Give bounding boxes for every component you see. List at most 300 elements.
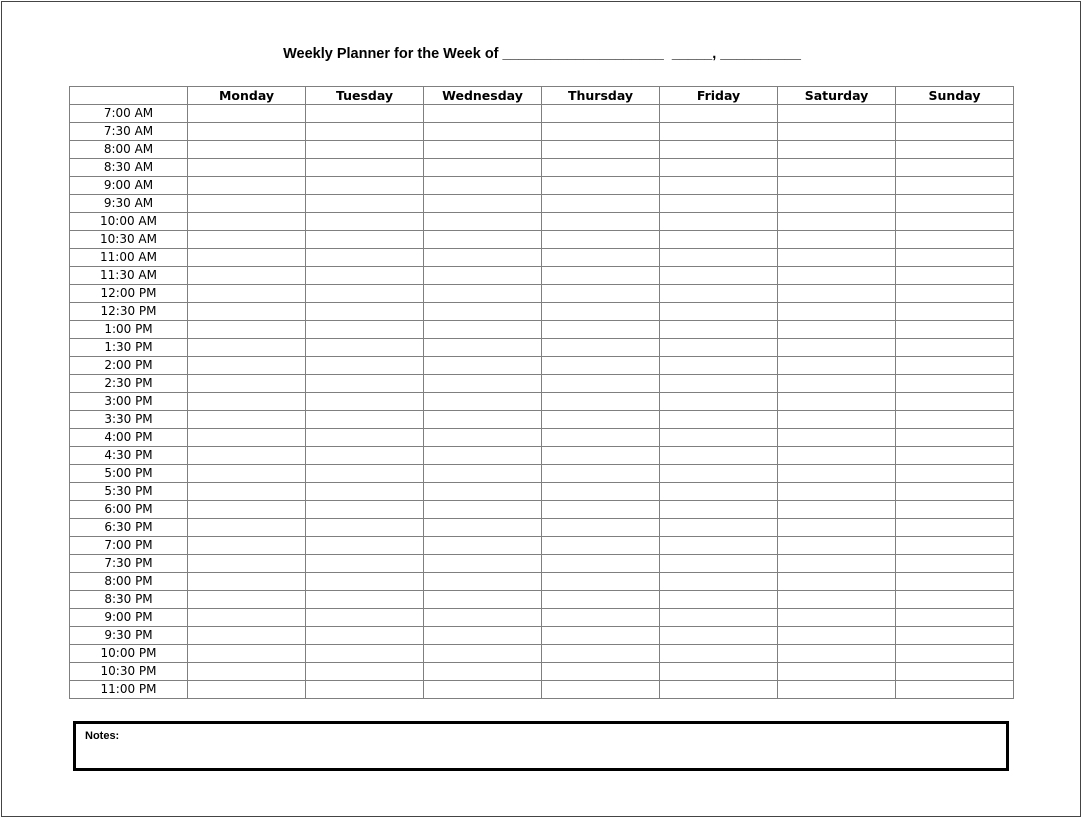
slot-cell-friday[interactable]	[660, 555, 778, 573]
slot-cell-sunday[interactable]	[896, 573, 1014, 591]
slot-cell-monday[interactable]	[188, 267, 306, 285]
slot-cell-friday[interactable]	[660, 303, 778, 321]
slot-cell-saturday[interactable]	[778, 249, 896, 267]
slot-cell-sunday[interactable]	[896, 195, 1014, 213]
slot-cell-monday[interactable]	[188, 627, 306, 645]
page-title: Weekly Planner for the Week of ____________________ _____, __________	[283, 46, 801, 62]
slot-cell-thursday[interactable]	[542, 591, 660, 609]
time-row	[70, 591, 1014, 609]
slot-cell-sunday[interactable]	[896, 303, 1014, 321]
slot-cell-thursday[interactable]	[542, 159, 660, 177]
time-row	[70, 375, 1014, 393]
slot-cell-wednesday[interactable]	[424, 537, 542, 555]
slot-cell-thursday[interactable]	[542, 123, 660, 141]
slot-cell-friday[interactable]	[660, 645, 778, 663]
slot-cell-saturday[interactable]	[778, 519, 896, 537]
slot-cell-thursday[interactable]	[542, 357, 660, 375]
slot-cell-friday[interactable]	[660, 267, 778, 285]
time-label: 8:30 AM	[70, 159, 188, 177]
slot-cell-friday[interactable]	[660, 663, 778, 681]
slot-cell-friday[interactable]	[660, 321, 778, 339]
slot-cell-saturday[interactable]	[778, 501, 896, 519]
slot-cell-saturday[interactable]	[778, 483, 896, 501]
time-label: 9:00 AM	[70, 177, 188, 195]
slot-cell-friday[interactable]	[660, 411, 778, 429]
slot-cell-thursday[interactable]	[542, 573, 660, 591]
slot-cell-saturday[interactable]	[778, 267, 896, 285]
slot-cell-thursday[interactable]	[542, 231, 660, 249]
slot-cell-thursday[interactable]	[542, 447, 660, 465]
slot-cell-sunday[interactable]	[896, 519, 1014, 537]
slot-cell-sunday[interactable]	[896, 123, 1014, 141]
slot-cell-friday[interactable]	[660, 141, 778, 159]
day-header-tuesday: Tuesday	[306, 87, 424, 105]
slot-cell-sunday[interactable]	[896, 465, 1014, 483]
time-row	[70, 159, 1014, 177]
slot-cell-monday[interactable]	[188, 195, 306, 213]
slot-cell-saturday[interactable]	[778, 645, 896, 663]
time-label: 1:00 PM	[70, 321, 188, 339]
slot-cell-saturday[interactable]	[778, 375, 896, 393]
slot-cell-monday[interactable]	[188, 177, 306, 195]
slot-cell-sunday[interactable]	[896, 375, 1014, 393]
slot-cell-saturday[interactable]	[778, 213, 896, 231]
time-row	[70, 249, 1014, 267]
slot-cell-monday[interactable]	[188, 213, 306, 231]
slot-cell-friday[interactable]	[660, 375, 778, 393]
time-label: 6:30 PM	[70, 519, 188, 537]
slot-cell-wednesday[interactable]	[424, 339, 542, 357]
time-label: 11:00 PM	[70, 681, 188, 699]
slot-cell-saturday[interactable]	[778, 429, 896, 447]
slot-cell-monday[interactable]	[188, 249, 306, 267]
time-label: 6:00 PM	[70, 501, 188, 519]
slot-cell-wednesday[interactable]	[424, 177, 542, 195]
slot-cell-sunday[interactable]	[896, 681, 1014, 699]
slot-cell-friday[interactable]	[660, 483, 778, 501]
slot-cell-sunday[interactable]	[896, 645, 1014, 663]
slot-cell-monday[interactable]	[188, 591, 306, 609]
slot-cell-tuesday[interactable]	[306, 231, 424, 249]
slot-cell-tuesday[interactable]	[306, 519, 424, 537]
time-label: 2:30 PM	[70, 375, 188, 393]
slot-cell-tuesday[interactable]	[306, 267, 424, 285]
slot-cell-wednesday[interactable]	[424, 393, 542, 411]
slot-cell-sunday[interactable]	[896, 429, 1014, 447]
time-row	[70, 267, 1014, 285]
time-label: 12:30 PM	[70, 303, 188, 321]
slot-cell-thursday[interactable]	[542, 501, 660, 519]
slot-cell-saturday[interactable]	[778, 447, 896, 465]
time-row	[70, 411, 1014, 429]
time-label: 8:00 AM	[70, 141, 188, 159]
slot-cell-tuesday[interactable]	[306, 375, 424, 393]
slot-cell-friday[interactable]	[660, 249, 778, 267]
slot-cell-saturday[interactable]	[778, 663, 896, 681]
slot-cell-thursday[interactable]	[542, 609, 660, 627]
slot-cell-thursday[interactable]	[542, 141, 660, 159]
slot-cell-monday[interactable]	[188, 501, 306, 519]
slot-cell-saturday[interactable]	[778, 465, 896, 483]
slot-cell-tuesday[interactable]	[306, 105, 424, 123]
slot-cell-tuesday[interactable]	[306, 663, 424, 681]
slot-cell-monday[interactable]	[188, 537, 306, 555]
slot-cell-monday[interactable]	[188, 573, 306, 591]
slot-cell-wednesday[interactable]	[424, 609, 542, 627]
slot-cell-monday[interactable]	[188, 285, 306, 303]
slot-cell-sunday[interactable]	[896, 555, 1014, 573]
slot-cell-tuesday[interactable]	[306, 609, 424, 627]
slot-cell-tuesday[interactable]	[306, 591, 424, 609]
slot-cell-monday[interactable]	[188, 645, 306, 663]
slot-cell-thursday[interactable]	[542, 519, 660, 537]
planner-body	[70, 105, 1014, 699]
slot-cell-monday[interactable]	[188, 393, 306, 411]
slot-cell-wednesday[interactable]	[424, 375, 542, 393]
slot-cell-sunday[interactable]	[896, 231, 1014, 249]
slot-cell-friday[interactable]	[660, 447, 778, 465]
time-row	[70, 195, 1014, 213]
time-label: 8:30 PM	[70, 591, 188, 609]
day-header-thursday: Thursday	[542, 87, 660, 105]
slot-cell-wednesday[interactable]	[424, 573, 542, 591]
slot-cell-monday[interactable]	[188, 465, 306, 483]
slot-cell-tuesday[interactable]	[306, 357, 424, 375]
slot-cell-thursday[interactable]	[542, 681, 660, 699]
slot-cell-sunday[interactable]	[896, 591, 1014, 609]
slot-cell-wednesday[interactable]	[424, 123, 542, 141]
slot-cell-tuesday[interactable]	[306, 573, 424, 591]
slot-cell-wednesday[interactable]	[424, 645, 542, 663]
slot-cell-wednesday[interactable]	[424, 501, 542, 519]
slot-cell-saturday[interactable]	[778, 231, 896, 249]
slot-cell-tuesday[interactable]	[306, 645, 424, 663]
time-label: 4:30 PM	[70, 447, 188, 465]
day-header-saturday: Saturday	[778, 87, 896, 105]
slot-cell-wednesday[interactable]	[424, 483, 542, 501]
slot-cell-friday[interactable]	[660, 609, 778, 627]
slot-cell-thursday[interactable]	[542, 249, 660, 267]
slot-cell-thursday[interactable]	[542, 267, 660, 285]
slot-cell-sunday[interactable]	[896, 663, 1014, 681]
time-row	[70, 213, 1014, 231]
slot-cell-tuesday[interactable]	[306, 555, 424, 573]
slot-cell-tuesday[interactable]	[306, 501, 424, 519]
slot-cell-saturday[interactable]	[778, 555, 896, 573]
slot-cell-friday[interactable]	[660, 159, 778, 177]
slot-cell-tuesday[interactable]	[306, 285, 424, 303]
slot-cell-monday[interactable]	[188, 321, 306, 339]
slot-cell-friday[interactable]	[660, 123, 778, 141]
slot-cell-monday[interactable]	[188, 663, 306, 681]
time-label: 2:00 PM	[70, 357, 188, 375]
slot-cell-saturday[interactable]	[778, 123, 896, 141]
slot-cell-thursday[interactable]	[542, 285, 660, 303]
slot-cell-sunday[interactable]	[896, 339, 1014, 357]
slot-cell-saturday[interactable]	[778, 681, 896, 699]
slot-cell-tuesday[interactable]	[306, 195, 424, 213]
slot-cell-tuesday[interactable]	[306, 177, 424, 195]
slot-cell-sunday[interactable]	[896, 105, 1014, 123]
slot-cell-thursday[interactable]	[542, 663, 660, 681]
time-row	[70, 663, 1014, 681]
slot-cell-tuesday[interactable]	[306, 339, 424, 357]
slot-cell-thursday[interactable]	[542, 195, 660, 213]
slot-cell-saturday[interactable]	[778, 357, 896, 375]
slot-cell-thursday[interactable]	[542, 213, 660, 231]
time-label: 1:30 PM	[70, 339, 188, 357]
slot-cell-friday[interactable]	[660, 591, 778, 609]
slot-cell-monday[interactable]	[188, 447, 306, 465]
slot-cell-thursday[interactable]	[542, 303, 660, 321]
day-header-monday: Monday	[188, 87, 306, 105]
slot-cell-tuesday[interactable]	[306, 393, 424, 411]
slot-cell-tuesday[interactable]	[306, 303, 424, 321]
slot-cell-thursday[interactable]	[542, 321, 660, 339]
time-label: 10:30 PM	[70, 663, 188, 681]
time-row	[70, 447, 1014, 465]
slot-cell-wednesday[interactable]	[424, 303, 542, 321]
time-label: 7:30 PM	[70, 555, 188, 573]
time-row	[70, 285, 1014, 303]
slot-cell-wednesday[interactable]	[424, 411, 542, 429]
slot-cell-monday[interactable]	[188, 123, 306, 141]
slot-cell-friday[interactable]	[660, 537, 778, 555]
slot-cell-tuesday[interactable]	[306, 627, 424, 645]
slot-cell-monday[interactable]	[188, 681, 306, 699]
slot-cell-thursday[interactable]	[542, 465, 660, 483]
day-header-friday: Friday	[660, 87, 778, 105]
slot-cell-saturday[interactable]	[778, 339, 896, 357]
time-label: 5:30 PM	[70, 483, 188, 501]
slot-cell-friday[interactable]	[660, 627, 778, 645]
slot-cell-wednesday[interactable]	[424, 285, 542, 303]
slot-cell-tuesday[interactable]	[306, 447, 424, 465]
slot-cell-wednesday[interactable]	[424, 321, 542, 339]
notes-label: Notes:	[85, 730, 120, 742]
slot-cell-sunday[interactable]	[896, 213, 1014, 231]
slot-cell-friday[interactable]	[660, 285, 778, 303]
slot-cell-saturday[interactable]	[778, 321, 896, 339]
slot-cell-friday[interactable]	[660, 465, 778, 483]
slot-cell-saturday[interactable]	[778, 609, 896, 627]
slot-cell-friday[interactable]	[660, 357, 778, 375]
slot-cell-wednesday[interactable]	[424, 465, 542, 483]
slot-cell-monday[interactable]	[188, 231, 306, 249]
slot-cell-saturday[interactable]	[778, 591, 896, 609]
slot-cell-thursday[interactable]	[542, 375, 660, 393]
slot-cell-thursday[interactable]	[542, 177, 660, 195]
time-label: 3:00 PM	[70, 393, 188, 411]
slot-cell-wednesday[interactable]	[424, 429, 542, 447]
slot-cell-friday[interactable]	[660, 105, 778, 123]
slot-cell-sunday[interactable]	[896, 537, 1014, 555]
slot-cell-sunday[interactable]	[896, 501, 1014, 519]
slot-cell-friday[interactable]	[660, 177, 778, 195]
slot-cell-saturday[interactable]	[778, 393, 896, 411]
slot-cell-sunday[interactable]	[896, 447, 1014, 465]
slot-cell-sunday[interactable]	[896, 321, 1014, 339]
slot-cell-friday[interactable]	[660, 429, 778, 447]
slot-cell-monday[interactable]	[188, 141, 306, 159]
weekly-planner-table	[69, 86, 1014, 699]
slot-cell-thursday[interactable]	[542, 645, 660, 663]
slot-cell-tuesday[interactable]	[306, 465, 424, 483]
slot-cell-wednesday[interactable]	[424, 249, 542, 267]
slot-cell-friday[interactable]	[660, 231, 778, 249]
slot-cell-thursday[interactable]	[542, 537, 660, 555]
slot-cell-tuesday[interactable]	[306, 123, 424, 141]
slot-cell-saturday[interactable]	[778, 537, 896, 555]
slot-cell-sunday[interactable]	[896, 267, 1014, 285]
slot-cell-tuesday[interactable]	[306, 159, 424, 177]
time-row	[70, 681, 1014, 699]
slot-cell-saturday[interactable]	[778, 303, 896, 321]
slot-cell-friday[interactable]	[660, 519, 778, 537]
slot-cell-saturday[interactable]	[778, 627, 896, 645]
time-label: 7:30 AM	[70, 123, 188, 141]
slot-cell-wednesday[interactable]	[424, 663, 542, 681]
slot-cell-sunday[interactable]	[896, 393, 1014, 411]
slot-cell-monday[interactable]	[188, 303, 306, 321]
slot-cell-wednesday[interactable]	[424, 519, 542, 537]
slot-cell-monday[interactable]	[188, 519, 306, 537]
time-label: 3:30 PM	[70, 411, 188, 429]
slot-cell-wednesday[interactable]	[424, 213, 542, 231]
slot-cell-friday[interactable]	[660, 339, 778, 357]
slot-cell-sunday[interactable]	[896, 411, 1014, 429]
slot-cell-friday[interactable]	[660, 573, 778, 591]
slot-cell-thursday[interactable]	[542, 411, 660, 429]
slot-cell-sunday[interactable]	[896, 357, 1014, 375]
slot-cell-tuesday[interactable]	[306, 537, 424, 555]
time-label: 7:00 PM	[70, 537, 188, 555]
slot-cell-wednesday[interactable]	[424, 231, 542, 249]
time-row	[70, 303, 1014, 321]
slot-cell-thursday[interactable]	[542, 105, 660, 123]
slot-cell-tuesday[interactable]	[306, 429, 424, 447]
slot-cell-monday[interactable]	[188, 609, 306, 627]
time-label: 12:00 PM	[70, 285, 188, 303]
slot-cell-friday[interactable]	[660, 195, 778, 213]
time-row	[70, 393, 1014, 411]
slot-cell-wednesday[interactable]	[424, 267, 542, 285]
slot-cell-tuesday[interactable]	[306, 321, 424, 339]
slot-cell-friday[interactable]	[660, 213, 778, 231]
slot-cell-sunday[interactable]	[896, 159, 1014, 177]
time-label: 9:00 PM	[70, 609, 188, 627]
slot-cell-saturday[interactable]	[778, 105, 896, 123]
time-row	[70, 105, 1014, 123]
slot-cell-tuesday[interactable]	[306, 681, 424, 699]
slot-cell-sunday[interactable]	[896, 627, 1014, 645]
slot-cell-saturday[interactable]	[778, 195, 896, 213]
slot-cell-wednesday[interactable]	[424, 357, 542, 375]
slot-cell-saturday[interactable]	[778, 177, 896, 195]
slot-cell-sunday[interactable]	[896, 177, 1014, 195]
slot-cell-sunday[interactable]	[896, 285, 1014, 303]
time-row	[70, 483, 1014, 501]
time-row	[70, 177, 1014, 195]
time-row	[70, 573, 1014, 591]
slot-cell-thursday[interactable]	[542, 339, 660, 357]
time-row	[70, 123, 1014, 141]
slot-cell-wednesday[interactable]	[424, 681, 542, 699]
header-row	[70, 87, 1014, 105]
time-label: 9:30 AM	[70, 195, 188, 213]
slot-cell-sunday[interactable]	[896, 141, 1014, 159]
slot-cell-wednesday[interactable]	[424, 447, 542, 465]
time-label: 10:30 AM	[70, 231, 188, 249]
slot-cell-sunday[interactable]	[896, 609, 1014, 627]
slot-cell-monday[interactable]	[188, 357, 306, 375]
time-label: 4:00 PM	[70, 429, 188, 447]
slot-cell-tuesday[interactable]	[306, 483, 424, 501]
slot-cell-tuesday[interactable]	[306, 411, 424, 429]
time-row	[70, 645, 1014, 663]
slot-cell-wednesday[interactable]	[424, 627, 542, 645]
slot-cell-friday[interactable]	[660, 681, 778, 699]
time-row	[70, 465, 1014, 483]
time-row	[70, 357, 1014, 375]
time-label: 10:00 AM	[70, 213, 188, 231]
time-label: 5:00 PM	[70, 465, 188, 483]
time-label: 9:30 PM	[70, 627, 188, 645]
slot-cell-wednesday[interactable]	[424, 159, 542, 177]
slot-cell-monday[interactable]	[188, 159, 306, 177]
slot-cell-thursday[interactable]	[542, 627, 660, 645]
slot-cell-saturday[interactable]	[778, 141, 896, 159]
slot-cell-saturday[interactable]	[778, 159, 896, 177]
slot-cell-thursday[interactable]	[542, 429, 660, 447]
slot-cell-thursday[interactable]	[542, 555, 660, 573]
slot-cell-sunday[interactable]	[896, 483, 1014, 501]
slot-cell-wednesday[interactable]	[424, 105, 542, 123]
slot-cell-saturday[interactable]	[778, 573, 896, 591]
time-row	[70, 537, 1014, 555]
time-label: 11:30 AM	[70, 267, 188, 285]
slot-cell-thursday[interactable]	[542, 393, 660, 411]
slot-cell-monday[interactable]	[188, 339, 306, 357]
slot-cell-saturday[interactable]	[778, 411, 896, 429]
slot-cell-monday[interactable]	[188, 483, 306, 501]
slot-cell-thursday[interactable]	[542, 483, 660, 501]
slot-cell-monday[interactable]	[188, 555, 306, 573]
slot-cell-friday[interactable]	[660, 393, 778, 411]
time-row	[70, 339, 1014, 357]
time-row	[70, 609, 1014, 627]
slot-cell-monday[interactable]	[188, 105, 306, 123]
slot-cell-monday[interactable]	[188, 375, 306, 393]
slot-cell-monday[interactable]	[188, 411, 306, 429]
slot-cell-saturday[interactable]	[778, 285, 896, 303]
notes-box[interactable]	[73, 721, 1009, 771]
slot-cell-friday[interactable]	[660, 501, 778, 519]
slot-cell-wednesday[interactable]	[424, 591, 542, 609]
slot-cell-monday[interactable]	[188, 429, 306, 447]
time-row	[70, 321, 1014, 339]
slot-cell-sunday[interactable]	[896, 249, 1014, 267]
day-header-wednesday: Wednesday	[424, 87, 542, 105]
slot-cell-tuesday[interactable]	[306, 141, 424, 159]
slot-cell-wednesday[interactable]	[424, 141, 542, 159]
slot-cell-tuesday[interactable]	[306, 249, 424, 267]
slot-cell-wednesday[interactable]	[424, 555, 542, 573]
time-row	[70, 141, 1014, 159]
slot-cell-wednesday[interactable]	[424, 195, 542, 213]
time-row	[70, 429, 1014, 447]
slot-cell-tuesday[interactable]	[306, 213, 424, 231]
